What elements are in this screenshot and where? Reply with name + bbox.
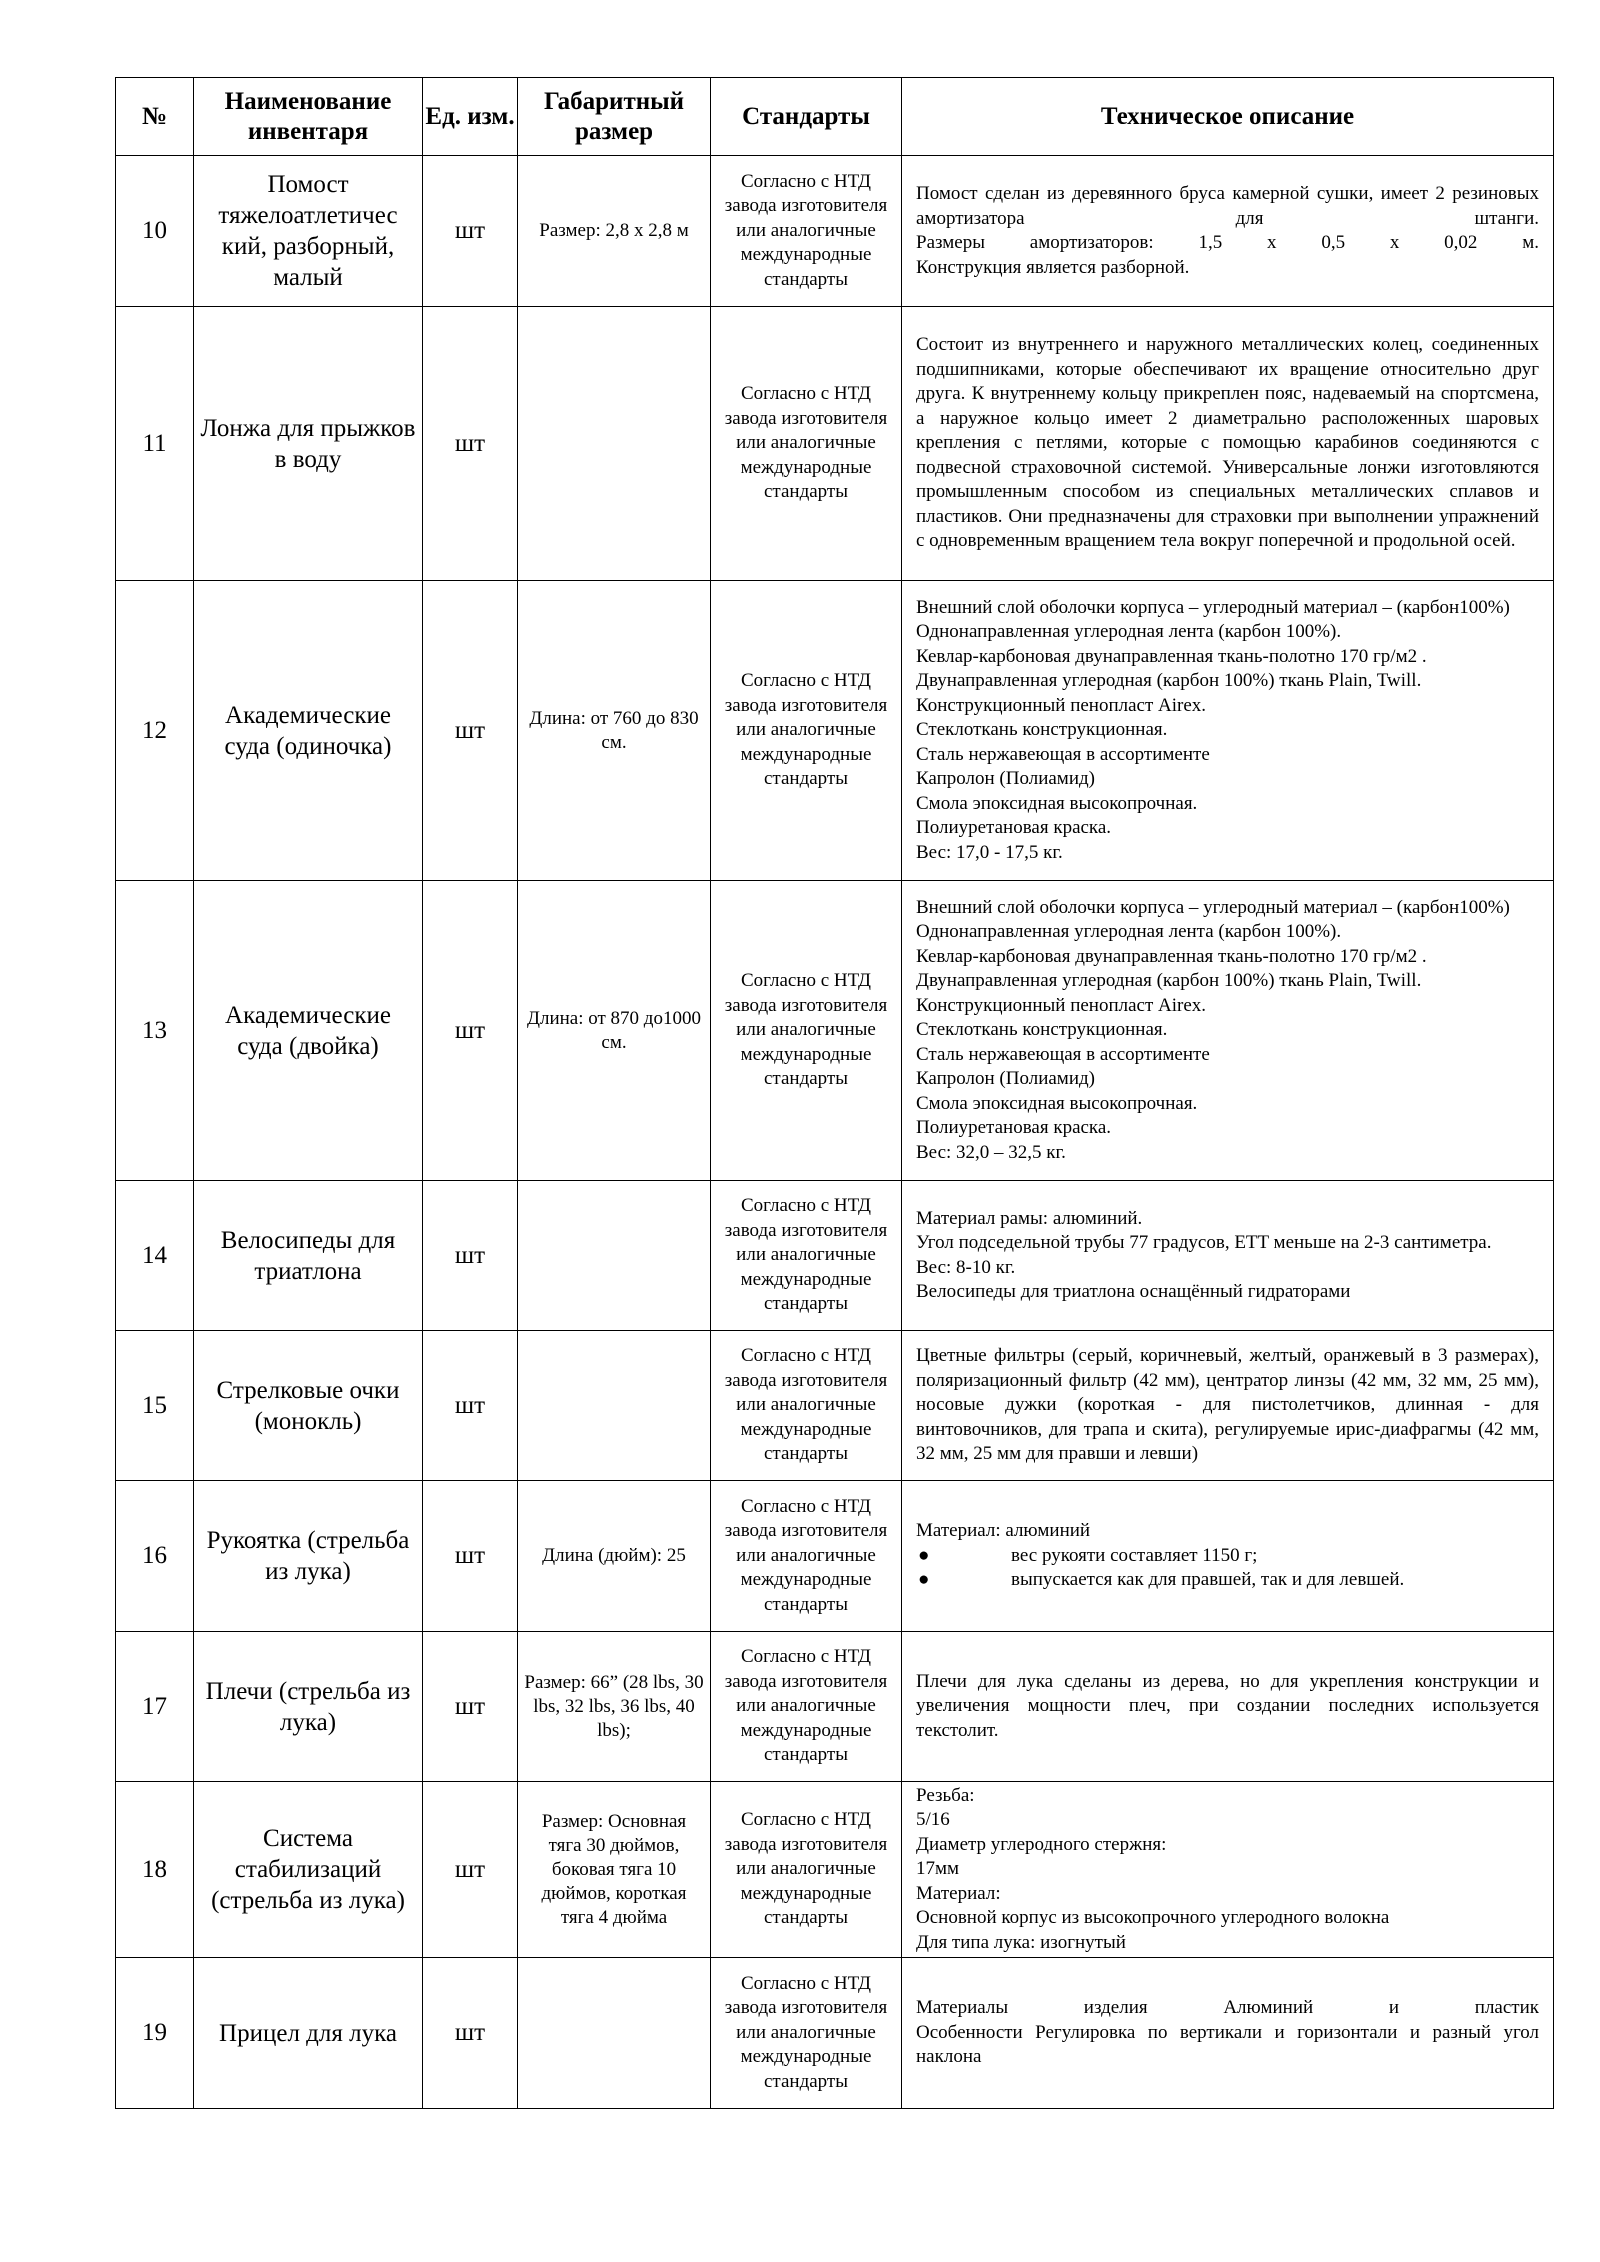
- item-standards: Согласно с НТД завода изготовителя или аналогичные международные стандарты: [711, 881, 902, 1181]
- item-size: Размер: 2,8 х 2,8 м: [518, 156, 711, 307]
- description-line: Вес: 8-10 кг.: [916, 1256, 1016, 1278]
- item-size: Длина: от 760 до 830 см.: [518, 581, 711, 881]
- description-line: Материал: алюминий: [916, 1520, 1091, 1542]
- item-standards: Согласно с НТД завода изготовителя или аналогичные международные стандарты: [711, 1782, 902, 1958]
- header-standards: Стандарты: [711, 78, 902, 156]
- item-description: [902, 1632, 1554, 1782]
- row-number: 11: [116, 307, 194, 581]
- header-name: Наименование инвентаря: [194, 78, 423, 156]
- description-line: Капролон (Полиамид): [916, 1068, 1095, 1090]
- item-description: [902, 581, 1554, 881]
- item-name: Академические суда (одиночка): [194, 581, 423, 881]
- description-line: Особенности Регулировка по вертикали и горизонтали и разный угол наклона: [916, 2021, 1539, 2068]
- item-size: Длина (дюйм): 25: [518, 1481, 711, 1632]
- item-unit: шт: [423, 1782, 518, 1958]
- description-line: Вес: 17,0 - 17,5 кг.: [916, 841, 1063, 863]
- description-line: Конструкция является разборной.: [916, 256, 1190, 278]
- item-unit: шт: [423, 581, 518, 881]
- description-line: Капролон (Полиамид): [916, 768, 1095, 790]
- inventory-table: [115, 77, 1554, 2109]
- description-line: Состоит из внутреннего и наружного металлических колец, соединенных подшипниками, которые обеспечивают их вращение относительно друг друга. К внутреннему кольцу прикреплен пояс, надеваемый на спортсмена, а наружное кольцо имеет 2 диаметрально расположенных шаровых крепления с петлями, которые с помощью карабинов соединяются с подвесной страховочной системой. Универсальные лонжи изготовляются промышленным способом из специальных металлических сплавов и пластиков. Они предназначены для страховки при выполнении упражнений с одновременным вращением тела вокруг поперечной и продольной осей.: [916, 334, 1539, 552]
- item-standards: Согласно с НТД завода изготовителя или аналогичные международные стандарты: [711, 1632, 902, 1782]
- table-row: [116, 1331, 1554, 1481]
- item-unit: шт: [423, 307, 518, 581]
- item-name: Стрелковые очки (монокль): [194, 1331, 423, 1481]
- item-name: Система стабилизаций (стрельба из лука): [194, 1782, 423, 1958]
- description-line: Помост сделан из деревянного бруса камерной сушки, имеет 2 резиновых амортизатора для штанги.: [916, 183, 1539, 229]
- description-line: Внешний слой оболочки корпуса – углеродный материал – (карбон100%): [916, 596, 1510, 618]
- item-size: [518, 1958, 711, 2109]
- item-size: Размер: Основная тяга 30 дюймов, боковая тяга 10 дюймов, короткая тяга 4 дюйма: [518, 1782, 711, 1958]
- description-bullet: [916, 1568, 1539, 1593]
- table-row: [116, 1958, 1554, 2109]
- item-standards: Согласно с НТД завода изготовителя или аналогичные международные стандарты: [711, 1958, 902, 2109]
- table-row: [116, 581, 1554, 881]
- row-number: 16: [116, 1481, 194, 1632]
- description-line: Цветные фильтры (серый, коричневый, желтый, оранжевый в 3 размерах), поляризационный фильтр (42 мм), центратор линзы (42 мм, 32 мм, 25 мм), носовые дужки (короткая - для пистолетчиков, длинная - для винтовочников, для трапа и скита), регулируемые ирис-диафрагмы (42 мм, 32 мм, 25 мм для правши и левши): [916, 1345, 1539, 1465]
- description-line: 5/16: [916, 1809, 950, 1831]
- header-size: Габаритный размер: [518, 78, 711, 156]
- description-line: Сталь нержавеющая в ассортименте: [916, 1043, 1210, 1065]
- row-number: 13: [116, 881, 194, 1181]
- description-line: Сталь нержавеющая в ассортименте: [916, 743, 1210, 765]
- item-unit: шт: [423, 1958, 518, 2109]
- item-name: Академические суда (двойка): [194, 881, 423, 1181]
- description-bullet: [916, 1544, 1539, 1569]
- description-line: Плечи для лука сделаны из дерева, но для укрепления конструкции и увеличения мощности плеч, при создании последних используется текстолит.: [916, 1670, 1539, 1741]
- item-name: Рукоятка (стрельба из лука): [194, 1481, 423, 1632]
- item-description: [902, 881, 1554, 1181]
- item-description: [902, 1481, 1554, 1632]
- description-line: Материал рамы: алюминий.: [916, 1207, 1143, 1229]
- description-line: Смола эпоксидная высокопрочная.: [916, 1092, 1198, 1114]
- description-line: Материал:: [916, 1882, 1001, 1904]
- item-standards: Согласно с НТД завода изготовителя или аналогичные международные стандарты: [711, 156, 902, 307]
- bullet-icon: ●: [918, 1569, 930, 1591]
- item-size: Размер: 66” (28 lbs, 30 lbs, 32 lbs, 36 lbs, 40 lbs);: [518, 1632, 711, 1782]
- item-standards: Согласно с НТД завода изготовителя или аналогичные международные стандарты: [711, 581, 902, 881]
- description-line: Двунаправленная углеродная (карбон 100%) ткань Plain, Twill.: [916, 970, 1422, 992]
- description-line: Диаметр углеродного стержня:: [916, 1833, 1167, 1855]
- row-number: 19: [116, 1958, 194, 2109]
- description-line: Для типа лука: изогнутый: [916, 1931, 1126, 1953]
- item-description: [902, 1181, 1554, 1331]
- row-number: 18: [116, 1782, 194, 1958]
- description-line: Резьба:: [916, 1784, 975, 1806]
- item-size: Длина: от 870 до1000 см.: [518, 881, 711, 1181]
- item-name: Плечи (стрельба из лука): [194, 1632, 423, 1782]
- description-line: Стеклоткань конструкционная.: [916, 719, 1168, 741]
- item-description: [902, 307, 1554, 581]
- item-description: [902, 1331, 1554, 1481]
- description-line: Полиуретановая краска.: [916, 1117, 1112, 1139]
- description-line: Двунаправленная углеродная (карбон 100%) ткань Plain, Twill.: [916, 670, 1422, 692]
- item-unit: шт: [423, 1181, 518, 1331]
- row-number: 12: [116, 581, 194, 881]
- row-number: 15: [116, 1331, 194, 1481]
- table-row: [116, 1481, 1554, 1632]
- description-line: Внешний слой оболочки корпуса – углеродный материал – (карбон100%): [916, 896, 1510, 918]
- table-row: [116, 1632, 1554, 1782]
- item-unit: шт: [423, 1481, 518, 1632]
- item-name: Лонжа для прыжков в воду: [194, 307, 423, 581]
- description-line: Конструкционный пенопласт Airex.: [916, 994, 1207, 1016]
- description-line: Вес: 32,0 – 32,5 кг.: [916, 1141, 1066, 1163]
- item-standards: Согласно с НТД завода изготовителя или аналогичные международные стандарты: [711, 307, 902, 581]
- item-unit: шт: [423, 156, 518, 307]
- description-line: Кевлар-карбоновая двунаправленная ткань-полотно 170 гр/м2 .: [916, 645, 1427, 667]
- item-name: Велосипеды для триатлона: [194, 1181, 423, 1331]
- item-description: [902, 156, 1554, 307]
- description-line: Однонаправленная углеродная лента (карбон 100%).: [916, 921, 1342, 943]
- row-number: 14: [116, 1181, 194, 1331]
- description-line: Основной корпус из высокопрочного углеродного волокна: [916, 1907, 1390, 1929]
- header-description: Техническое описание: [902, 78, 1554, 156]
- item-standards: Согласно с НТД завода изготовителя или аналогичные международные стандарты: [711, 1481, 902, 1632]
- bullet-icon: ●: [918, 1544, 930, 1566]
- header-unit: Ед. изм.: [423, 78, 518, 156]
- description-line: Смола эпоксидная высокопрочная.: [916, 792, 1198, 814]
- item-size: [518, 1181, 711, 1331]
- description-line: Стеклоткань конструкционная.: [916, 1019, 1168, 1041]
- item-size: [518, 307, 711, 581]
- row-number: 17: [116, 1632, 194, 1782]
- item-description: [902, 1782, 1554, 1958]
- item-standards: Согласно с НТД завода изготовителя или аналогичные международные стандарты: [711, 1181, 902, 1331]
- item-description: [902, 1958, 1554, 2109]
- table-row: [116, 1782, 1554, 1958]
- table-row: [116, 307, 1554, 581]
- table-row: [116, 156, 1554, 307]
- description-line: 17мм: [916, 1858, 960, 1880]
- table-row: [116, 1181, 1554, 1331]
- row-number: 10: [116, 156, 194, 307]
- description-line: Материалы изделия Алюминий и пластик: [916, 1997, 1539, 2019]
- description-line: Конструкционный пенопласт Airex.: [916, 694, 1207, 716]
- description-line: Однонаправленная углеродная лента (карбон 100%).: [916, 621, 1342, 643]
- description-line: Полиуретановая краска.: [916, 817, 1112, 839]
- item-name: Помост тяжелоатлетичес кий, разборный, малый: [194, 156, 423, 307]
- description-line: Размеры амортизаторов: 1,5 х 0,5 х 0,02 м.: [916, 232, 1539, 253]
- item-size: [518, 1331, 711, 1481]
- description-line: Угол подседельной трубы 77 градусов, ETT меньше на 2-3 сантиметра.: [916, 1232, 1492, 1253]
- description-line: Велосипеды для триатлона оснащённый гидраторами: [916, 1281, 1351, 1302]
- item-name: Прицел для лука: [194, 1958, 423, 2109]
- item-unit: шт: [423, 881, 518, 1181]
- table-header-row: [116, 78, 1554, 156]
- item-standards: Согласно с НТД завода изготовителя или аналогичные международные стандарты: [711, 1331, 902, 1481]
- item-unit: шт: [423, 1632, 518, 1782]
- bullet-text: вес рукояти составляет 1150 г;: [1011, 1544, 1258, 1566]
- description-line: Кевлар-карбоновая двунаправленная ткань-полотно 170 гр/м2 .: [916, 945, 1427, 967]
- table-row: [116, 881, 1554, 1181]
- item-unit: шт: [423, 1331, 518, 1481]
- header-num: №: [116, 78, 194, 156]
- bullet-text: выпускается как для правшей, так и для левшей.: [1011, 1569, 1405, 1591]
